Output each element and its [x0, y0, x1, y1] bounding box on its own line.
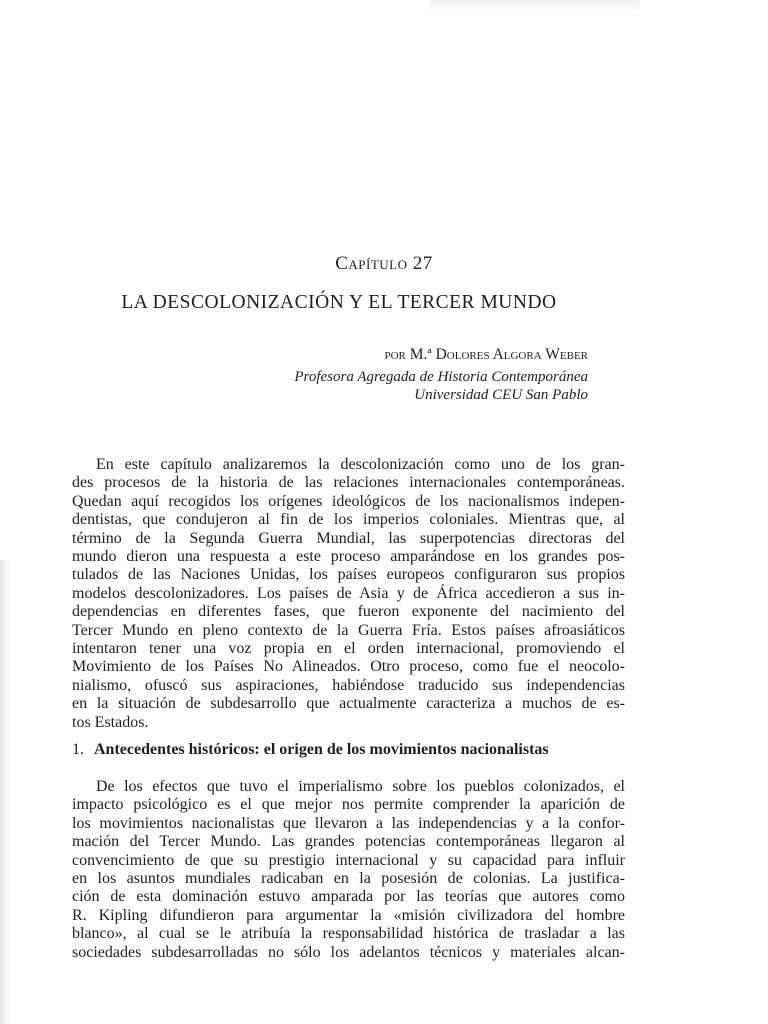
author-byline: por M.ª Dolores Algora Weber [384, 346, 588, 363]
text-line: dependencias en diferentes fases, que fueron exponente del nacimiento del [72, 603, 625, 621]
text-line: Tercer Mundo en pleno contexto de la Guerra Fría. Estos países afroasiáticos [72, 621, 625, 639]
text-line: convencimiento de que su prestigio internacional y su capacidad para influir [72, 851, 625, 869]
text-line: ción de esta dominación estuvo amparada por las teorías que autores como [72, 888, 625, 906]
intro-paragraph [72, 456, 625, 732]
text-line: en la situación de subdesarrollo que actualmente caracteriza a muchos de es- [72, 695, 625, 713]
text-line: en los asuntos mundiales radicaban en la posesión de colonias. La justifica- [72, 870, 625, 888]
text-line: nialismo, ofuscó sus aspiraciones, habiéndose traducido sus independencias [72, 676, 625, 694]
text-line: mundo dieron una respuesta a este proceso amparándose en los grandes pos- [72, 548, 625, 566]
text-line: En este capítulo analizaremos la descolonización como uno de los gran- [96, 456, 625, 473]
text-line: los movimientos nacionalistas que llevaron a las independencias y a la confor- [72, 814, 625, 832]
text-line: Movimiento de los Países No Alineados. Otro proceso, como fue el neocolo- [72, 658, 625, 676]
text-line: dentistas, que condujeron al fin de los imperios coloniales. Mientras que, al [72, 511, 625, 529]
text-line: impacto psicológico es el que mejor nos permite comprender la aparición de [72, 796, 625, 814]
section-number: 1. [72, 741, 84, 758]
section-heading [72, 741, 632, 759]
text-line: blanco», al cual se le atribuía la responsabilidad histórica de trasladar a las [72, 925, 625, 943]
text-line: De los efectos que tuvo el imperialismo sobre los pueblos colonizados, el [96, 778, 625, 795]
author-affiliation-institution: Universidad CEU San Pablo [414, 387, 588, 403]
author-affiliation-position: Profesora Agregada de Historia Contemporánea [294, 369, 588, 385]
chapter-label [0, 253, 768, 275]
chapter-label-prefix: Capítulo [335, 253, 408, 274]
text-line: Quedan aquí recogidos los orígenes ideológicos de los nacionalismos indepen- [72, 492, 625, 510]
text-line: modelos descolonizadores. Los países de Asia y de África accedieron a sus in- [72, 584, 625, 602]
scan-artifact [430, 0, 640, 12]
text-line: des procesos de la historia de las relaciones internacionales contemporáneas. [72, 474, 625, 492]
text-line: sociedades subdesarrolladas no sólo los adelantos técnicos y materiales alcan- [72, 943, 625, 961]
text-line: tos Estados. [72, 713, 149, 731]
text-line: tulados de las Naciones Unidas, los países europeos configuraron sus propios [72, 566, 625, 584]
text-line: término de la Segunda Guerra Mundial, las superpotencias directoras del [72, 529, 625, 547]
binding-shadow [0, 560, 10, 1024]
section-paragraph [72, 778, 625, 962]
text-line: R. Kipling difundieron para argumentar la «misión civilizadora del hombre [72, 906, 625, 924]
text-line: mación del Tercer Mundo. Las grandes potencias contemporáneas llegaron al [72, 833, 625, 851]
section-heading-text: Antecedentes históricos: el origen de los movimientos nacionalistas [94, 741, 549, 758]
text-line: intentaron tener una voz propia en el orden internacional, promoviendo el [72, 640, 625, 658]
chapter-title: LA DESCOLONIZACIÓN Y EL TERCER MUNDO [121, 292, 557, 313]
chapter-number: 27 [412, 253, 433, 274]
